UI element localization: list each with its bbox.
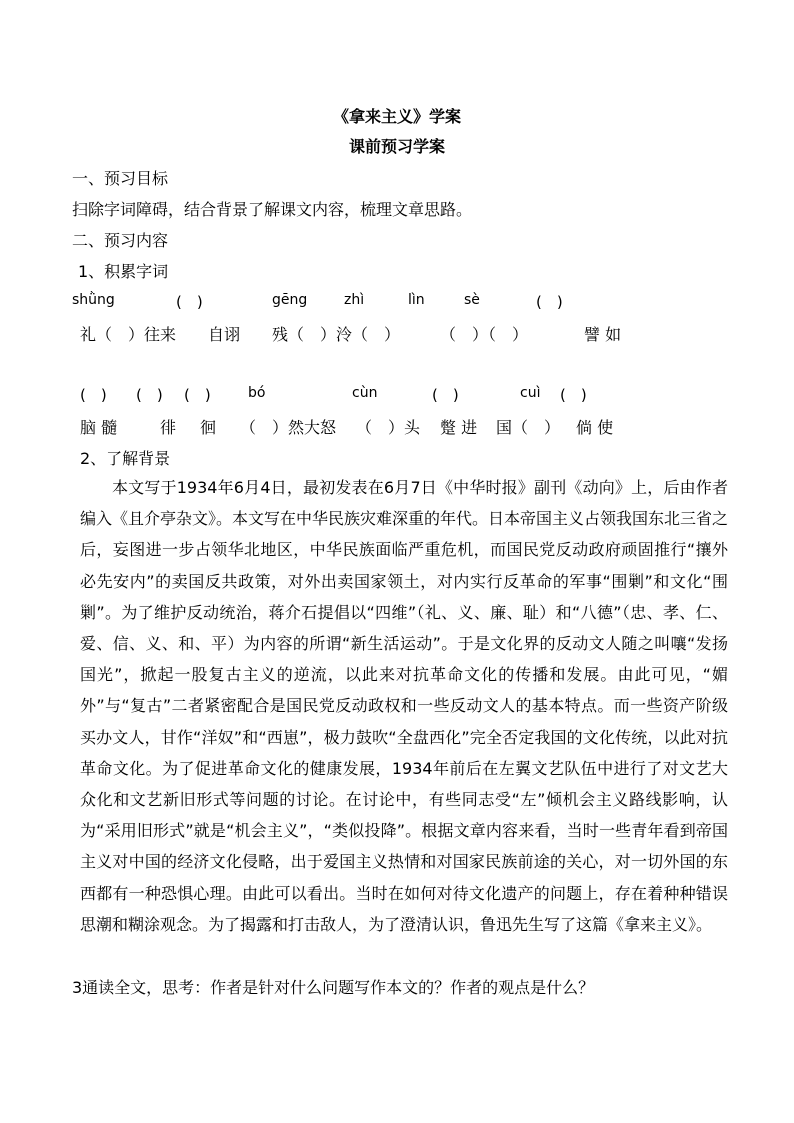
- pinyin-blank: ( ): [560, 386, 587, 404]
- pinyin-cell: gēng: [272, 292, 308, 308]
- pinyin-blank: ( ): [184, 386, 211, 404]
- question-3: 3通读全文，思考：作者是针对什么问题写作本文的？作者的观点是什么？: [72, 978, 595, 997]
- vocab-word: 譬 如: [584, 325, 622, 344]
- vocab-word: 徘: [160, 418, 177, 437]
- vocab-heading: 1、积累字词: [78, 262, 169, 281]
- document-subtitle: 课前预习学案: [348, 137, 445, 156]
- vocab-word: 国（ ）: [496, 418, 561, 437]
- pinyin-blank: ( ): [176, 293, 203, 311]
- pinyin-blank: ( ): [432, 386, 459, 404]
- pinyin-blank: ( ): [536, 293, 563, 311]
- background-heading: 2、了解背景: [80, 449, 171, 468]
- pinyin-cell: bó: [248, 385, 266, 401]
- pinyin-cell: cuì: [520, 385, 541, 401]
- content-heading: 二、预习内容: [72, 231, 169, 250]
- pinyin-cell: shǜng: [72, 292, 115, 308]
- vocab-word: 残（ ）泠（ ）: [272, 325, 401, 344]
- vocab-word: 自诩: [208, 325, 241, 344]
- vocab-word: （ ）（ ）: [440, 325, 529, 344]
- goal-heading: 一、预习目标: [72, 169, 169, 188]
- vocab-word: 蹩 进: [440, 418, 478, 437]
- background-paragraph: 本文写于1934年6月4日，最初发表在6月7日《中华时报》副刊《动向》上，后由作者编入《且介亭杂文》。本文写在中华民族灾难深重的年代。日本帝国主义占领我国东北三省之后，妄图进一步占领华北地区，中华民族面临严重危机，而国民党反动政府顽固推行“攘外必先安内”的卖国反共政策，对外出卖国家领土，对内实行反革命的军事“围剿”和文化“围剿”。为了维护反动统治，蒋介石提倡以“四维”（礼、义、廉、耻）和“八德”（忠、孝、仁、爱、信、义、和、平）为内容的所谓“新生活运动”。于是文化界的反动文人随之叫嚷“发扬国光”，掀起一股复古主义的逆流，以此来对抗革命文化的传播和发展。由此可见，“媚外”与“复古”二者紧密配合是国民党反动政权和一些反动文人的基本特点。而一些资产阶级买办文人，甘作“洋奴”和“西崽”，极力鼓吹“全盘西化”完全否定我国的文化传统，以此对抗革命文化。为了促进革命文化的健康发展，1934年前后在左翼文艺队伍中进行了对文艺大众化和文艺新旧形式等问题的讨论。在讨论中，有些同志受“左”倾机会主义路线影响，认为“采用旧形式”就是“机会主义”，“类似投降”。根据文章内容来看，当时一些青年看到帝国主义对中国的经济文化侵略，出于爱国主义热情和对国家民族前途的关心，对一切外国的东西都有一种恐惧心理。由此可以看出。当时在如何对待文化遗产的问题上，存在着种种错误思潮和糊涂观念。为了揭露和打击敌人，为了澄清认识，鲁迅先生写了这篇《拿来主义》。: [80, 478, 729, 934]
- vocab-word: 礼（ ）往来: [80, 325, 177, 344]
- pinyin-cell: zhì: [344, 292, 365, 308]
- document-title: 《拿来主义》学案: [332, 107, 461, 126]
- vocab-word: 脑 髓: [80, 418, 118, 437]
- vocab-word: 倘 使: [576, 418, 614, 437]
- goal-text: 扫除字词障碍，结合背景了解课文内容，梳理文章思路。: [72, 200, 473, 219]
- vocab-word: （ ）头: [356, 418, 421, 437]
- vocab-word: （ ）然大怒: [240, 418, 337, 437]
- pinyin-cell: lìn: [408, 292, 425, 308]
- pinyin-cell: sè: [464, 292, 480, 308]
- pinyin-cell: cùn: [352, 385, 378, 401]
- vocab-word: 徊: [200, 418, 217, 437]
- pinyin-blank: ( ): [80, 386, 107, 404]
- pinyin-blank: ( ): [136, 386, 163, 404]
